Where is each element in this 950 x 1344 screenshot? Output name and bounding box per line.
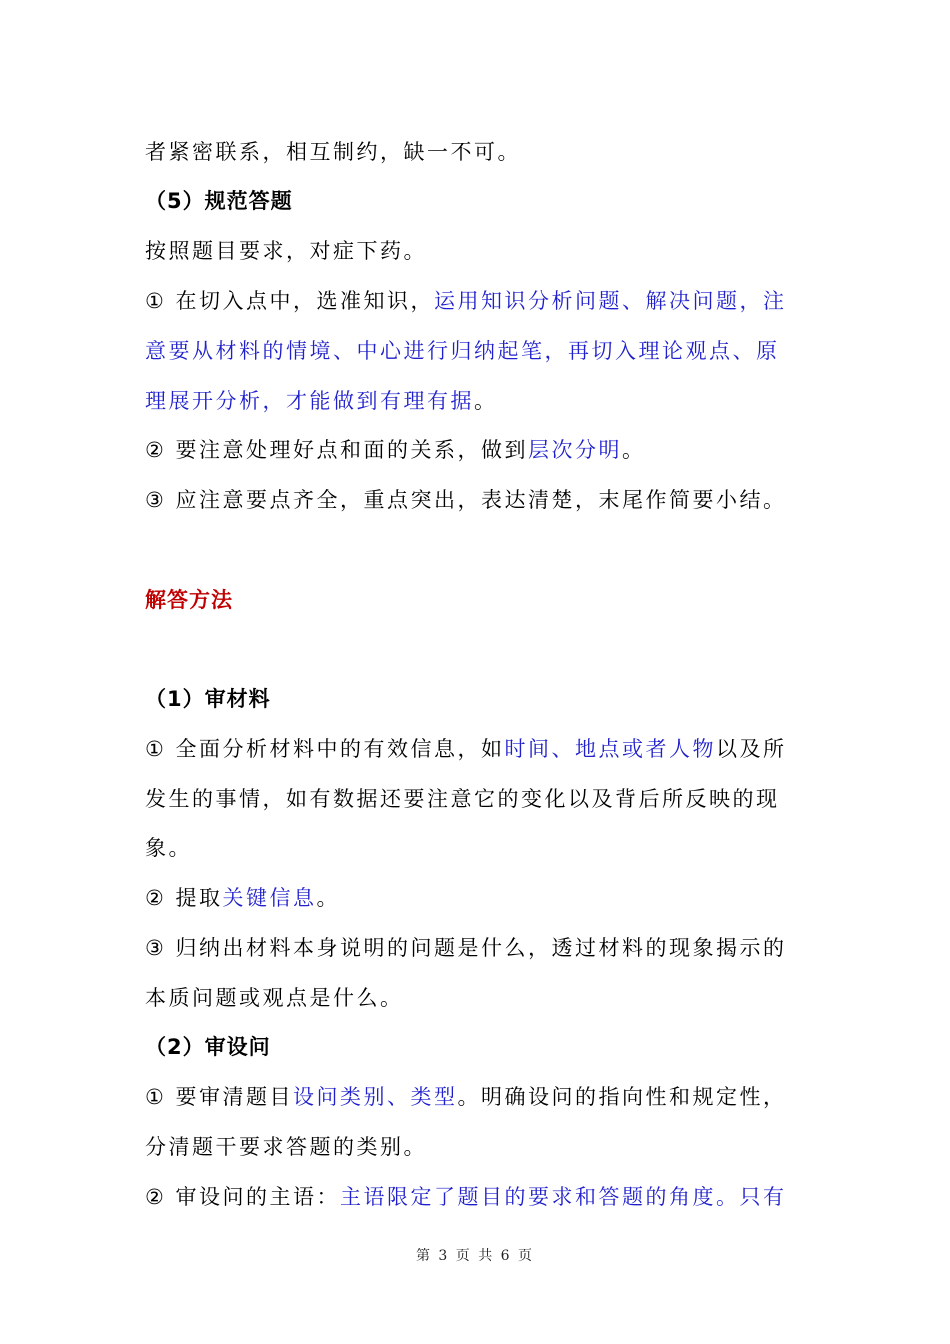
heading-text: （1）审材料 [145, 687, 271, 711]
list-item-1 [145, 286, 810, 316]
subheading-2 [145, 1032, 810, 1062]
list-item-2 [145, 1182, 810, 1212]
list-item-3-cont [145, 983, 810, 1013]
list-item-3 [145, 933, 810, 963]
list-item-2 [145, 435, 810, 465]
text: 。 [474, 389, 498, 413]
text: ① 全面分析材料中的有效信息，如 [145, 737, 505, 761]
list-item-1-cont [145, 833, 810, 863]
text: ② 提取 [145, 886, 223, 910]
paragraph-line [145, 137, 810, 167]
text: 象。 [145, 836, 192, 860]
highlight-text: 运用知识分析问题、解决问题，注 [434, 289, 787, 313]
list-item-1-cont [145, 1132, 810, 1162]
text: 。明确设问的指向性和规定性， [457, 1085, 787, 1109]
list-item-3 [145, 485, 810, 515]
heading-text: （5）规范答题 [145, 189, 293, 213]
subheading-5 [145, 186, 810, 216]
section-title-text: 解答方法 [145, 588, 233, 612]
page-footer: 第 3 页 共 6 页 [415, 1248, 535, 1264]
list-item-1-cont [145, 336, 810, 366]
text: 者紧密联系，相互制约，缺一不可。 [145, 140, 521, 164]
text: 。 [316, 886, 341, 910]
highlight-text: 主语限定了题目的要求和答题的角度。只有 [340, 1185, 787, 1209]
list-item-1-cont [145, 784, 810, 814]
text: ② 审设问的主语： [145, 1185, 341, 1209]
highlight-text: 意要从材料的情境、中心进行归纳起笔，再切入理论观点、原 [145, 339, 780, 363]
text: ③ 归纳出材料本身说明的问题是什么，透过材料的现象揭示的 [145, 936, 787, 960]
subheading-1 [145, 684, 810, 714]
text: ③ 应注意要点齐全，重点突出，表达清楚，末尾作简要小结。 [145, 488, 787, 512]
highlight-text: 关键信息 [222, 886, 317, 910]
highlight-text: 层次分明 [528, 438, 623, 462]
list-item-1 [145, 734, 810, 764]
heading-text: （2）审设问 [145, 1035, 271, 1059]
section-title [145, 585, 810, 615]
highlight-text: 理展开分析，才能做到有理有据 [145, 389, 474, 413]
list-item-1 [145, 1082, 810, 1112]
text: 分清题干要求答题的类别。 [145, 1135, 427, 1159]
list-item-2 [145, 883, 810, 913]
text: 按照题目要求，对症下药。 [145, 239, 427, 263]
paragraph-line [145, 236, 810, 266]
text: 本质问题或观点是什么。 [145, 986, 404, 1010]
text: 发生的事情，如有数据还要注意它的变化以及背后所反映的现 [145, 787, 780, 811]
text: 。 [622, 438, 646, 462]
text: ① 要审清题目 [145, 1085, 294, 1109]
highlight-text: 时间、地点或者人物 [504, 737, 717, 761]
list-item-1-cont [145, 386, 810, 416]
text: 以及所 [716, 737, 787, 761]
text: ① 在切入点中，选准知识， [145, 289, 435, 313]
text: ② 要注意处理好点和面的关系，做到 [145, 438, 529, 462]
highlight-text: 设问类别、类型 [293, 1085, 458, 1109]
